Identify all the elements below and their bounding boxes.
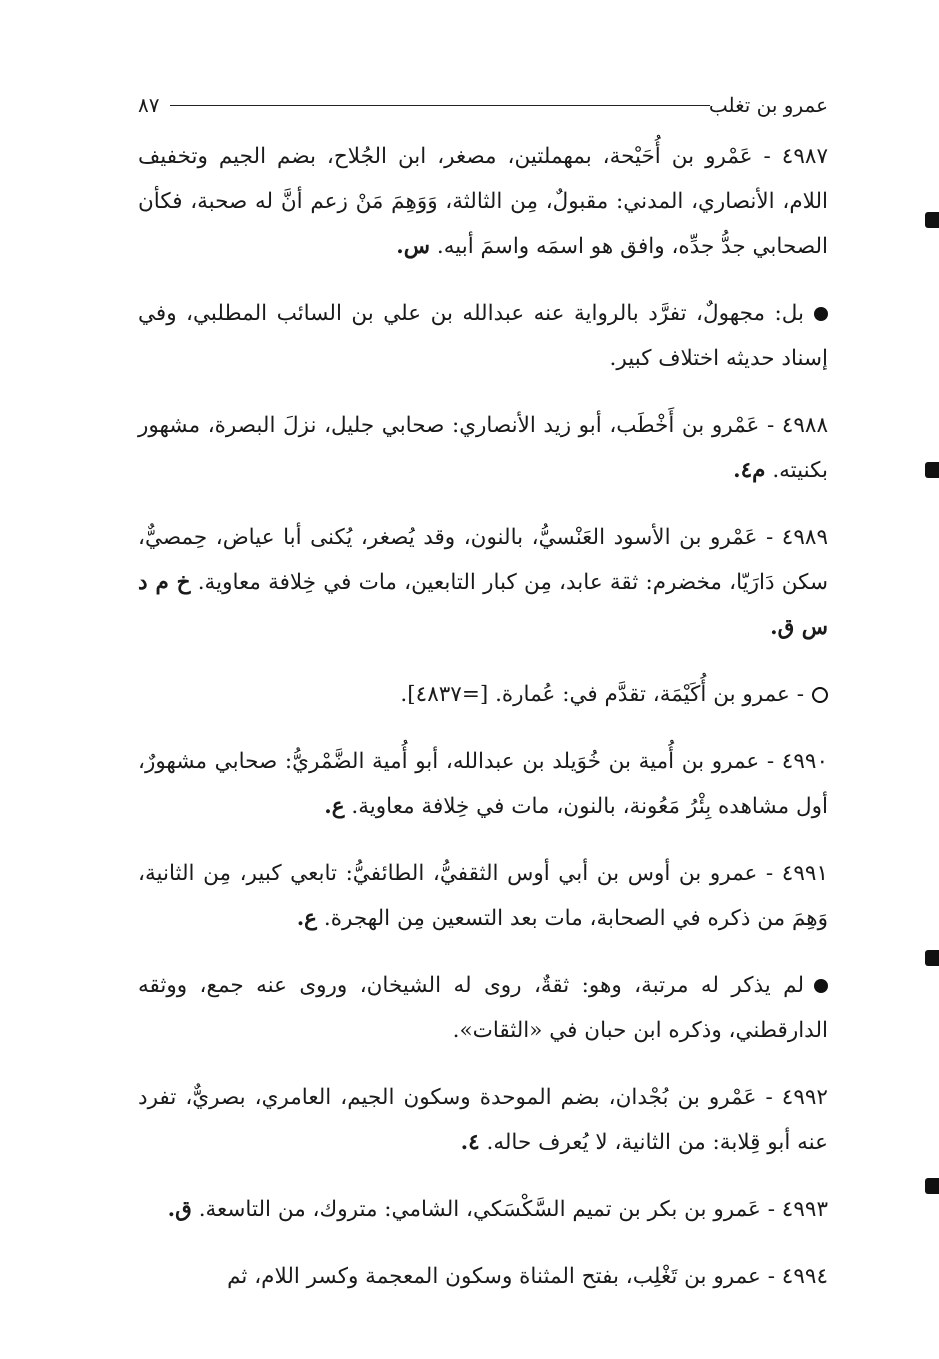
header-rule xyxy=(170,105,710,106)
entry-symbols: س. xyxy=(396,234,431,259)
circle-marker-icon xyxy=(812,687,828,703)
page-number: ٨٧ xyxy=(138,93,160,117)
entry-text: عَمْرو بن بُجْدان، بضم الموحدة وسكون الجيم، العامري، بصريٌّ، تفرد عنه أبو قِلابة: من الثانية، لا يُعرف حاله. xyxy=(138,1085,828,1155)
cross-reference-text: عمرو بن أُكَيْمَة، تقدَّم في: عُمارة. [=٤٨٣٧]. xyxy=(400,682,790,707)
entry-number: ٤٩٩٠ xyxy=(781,749,828,774)
editor-comment xyxy=(138,291,828,381)
biography-entry: ٤٩٩١ - عمرو بن أوس بن أبي أوس الثقفيُّ، الطائفيُّ: تابعي كبير، مِن الثانية، وَهِمَ من ذكره في الصحابة، مات بعد التسعين مِن الهجرة. ع. xyxy=(138,861,828,931)
entry-number: ٤٩٩٣ xyxy=(781,1197,828,1222)
bullet-dot-icon xyxy=(814,979,828,993)
entry-number: ٤٩٨٨ xyxy=(781,413,829,438)
entry-symbols: ع. xyxy=(324,794,345,819)
biography-entry: ٤٩٨٧ - عَمْرو بن أُحَيْحة، بمهملتين، مصغر، ابن الجُلاح، بضم الجيم وتخفيف اللام، الأنصاري، المدني: مقبولٌ، مِن الثالثة، وَوَهِمَ مَنْ زعم أنَّ له صحبة، فكأن الصحابي جدُّ جدِّه، وافق هو اسمَه واسمَ أبيه. س. xyxy=(138,144,828,259)
biography-entry: ٤٩٨٨ - عَمْرو بن أَخْطَب، أبو زيد الأنصاري: صحابي جليل، نزلَ البصرة، مشهور بكنيته. م٤. xyxy=(138,413,829,483)
entry-symbols: خ م د س ق. xyxy=(138,570,828,640)
thumb-tab-mark xyxy=(925,950,939,966)
page-content xyxy=(138,134,828,1321)
entry-number: ٤٩٩١ xyxy=(781,861,828,886)
entry-number: ٤٩٩٢ xyxy=(781,1085,828,1110)
entry-text: عمرو بن تَغْلِب، بفتح المثناة وسكون المعجمة وكسر اللام، ثم xyxy=(227,1264,761,1289)
thumb-tab-mark xyxy=(925,1178,939,1194)
biography-entry: ٤٩٩٣ - عَمرو بن بكر بن تميم السَّكْسَكي، الشامي: متروك، من التاسعة. ق. xyxy=(167,1197,828,1222)
entry-number: ٤٩٨٩ xyxy=(781,525,828,550)
entry-symbols: ٤. xyxy=(460,1130,480,1155)
entry-symbols: ع. xyxy=(296,906,318,931)
entry-text: عمرو بن أُمية بن خُوَيلد بن عبدالله، أبو أُمية الضَّمْريُّ: صحابي مشهورٌ، أول مشاهده بِئْرُ مَعُونة، بالنون، مات في خِلافة معاوية. xyxy=(138,749,828,819)
entry-symbols: ق. xyxy=(167,1197,192,1222)
entry-symbols: م٤. xyxy=(733,458,766,483)
entry-text: عمرو بن أوس بن أبي أوس الثقفيُّ، الطائفيُّ: تابعي كبير، مِن الثانية، وَهِمَ من ذكره في الصحابة، مات بعد التسعين مِن الهجرة. xyxy=(138,861,828,931)
entry-text: عَمرو بن بكر بن تميم السَّكْسَكي، الشامي: متروك، من التاسعة. xyxy=(198,1197,761,1222)
entry-number: ٤٩٩٤ xyxy=(781,1264,828,1289)
biography-entry: ٤٩٩٤ - عمرو بن تَغْلِب، بفتح المثناة وسكون المعجمة وكسر اللام، ثم xyxy=(227,1264,828,1289)
cross-reference: - عمرو بن أُكَيْمَة، تقدَّم في: عُمارة. [=٤٨٣٧]. xyxy=(138,672,828,717)
entry-text: عَمْرو بن أُحَيْحة، بمهملتين، مصغر، ابن الجُلاح، بضم الجيم وتخفيف اللام، الأنصاري، المدني: مقبولٌ، مِن الثالثة، وَوَهِمَ مَنْ زعم أنَّ له صحبة، فكأن الصحابي جدُّ جدِّه، وافق هو اسمَه واسمَ أبيه. xyxy=(138,144,828,259)
editor-comment xyxy=(138,963,828,1053)
biography-entry: ٤٩٩٠ - عمرو بن أُمية بن خُوَيلد بن عبدالله، أبو أُمية الضَّمْريُّ: صحابي مشهورٌ، أول مشاهده بِئْرُ مَعُونة، بالنون، مات في خِلافة معاوية. ع. xyxy=(138,749,828,819)
thumb-tab-mark xyxy=(925,212,939,228)
bullet-dot-icon xyxy=(814,307,828,321)
entry-number: ٤٩٨٧ xyxy=(781,144,828,169)
running-header xyxy=(138,92,828,118)
thumb-tab-mark xyxy=(925,462,939,478)
biography-entry: ٤٩٩٢ - عَمْرو بن بُجْدان، بضم الموحدة وسكون الجيم، العامري، بصريٌّ، تفرد عنه أبو قِلابة: من الثانية، لا يُعرف حاله. ٤. xyxy=(138,1085,828,1155)
entry-text: عَمْرو بن الأسود العَنْسيُّ، بالنون، وقد يُصغر، يُكنى أبا عياض، حِمصيٌّ، سكن دَارَيّا، مخضرم: ثقة عابد، مِن كبار التابعين، مات في خِلافة معاوية. xyxy=(138,525,828,595)
entry-text: عَمْرو بن أَخْطَب، أبو زيد الأنصاري: صحابي جليل، نزلَ البصرة، مشهور بكنيته. xyxy=(138,413,828,483)
comment-text: لم يذكر له مرتبة، وهو: ثقةٌ، روى له الشيخان، وروى عنه جمع، ووثقه الدارقطني، وذكره ابن حبان في «الثقات». xyxy=(138,973,828,1043)
header-title: عمرو بن تغلب xyxy=(708,93,828,117)
biography-entry: ٤٩٨٩ - عَمْرو بن الأسود العَنْسيُّ، بالنون، وقد يُصغر، يُكنى أبا عياض، حِمصيٌّ، سكن دَارَيّا، مخضرم: ثقة عابد، مِن كبار التابعين، مات في خِلافة معاوية. خ م د س ق. xyxy=(138,525,828,640)
comment-text: بل: مجهولٌ، تفرَّد بالرواية عنه عبدالله بن علي بن السائب المطلبي، وفي إسناد حديثه اختلاف كبير. xyxy=(138,301,828,371)
